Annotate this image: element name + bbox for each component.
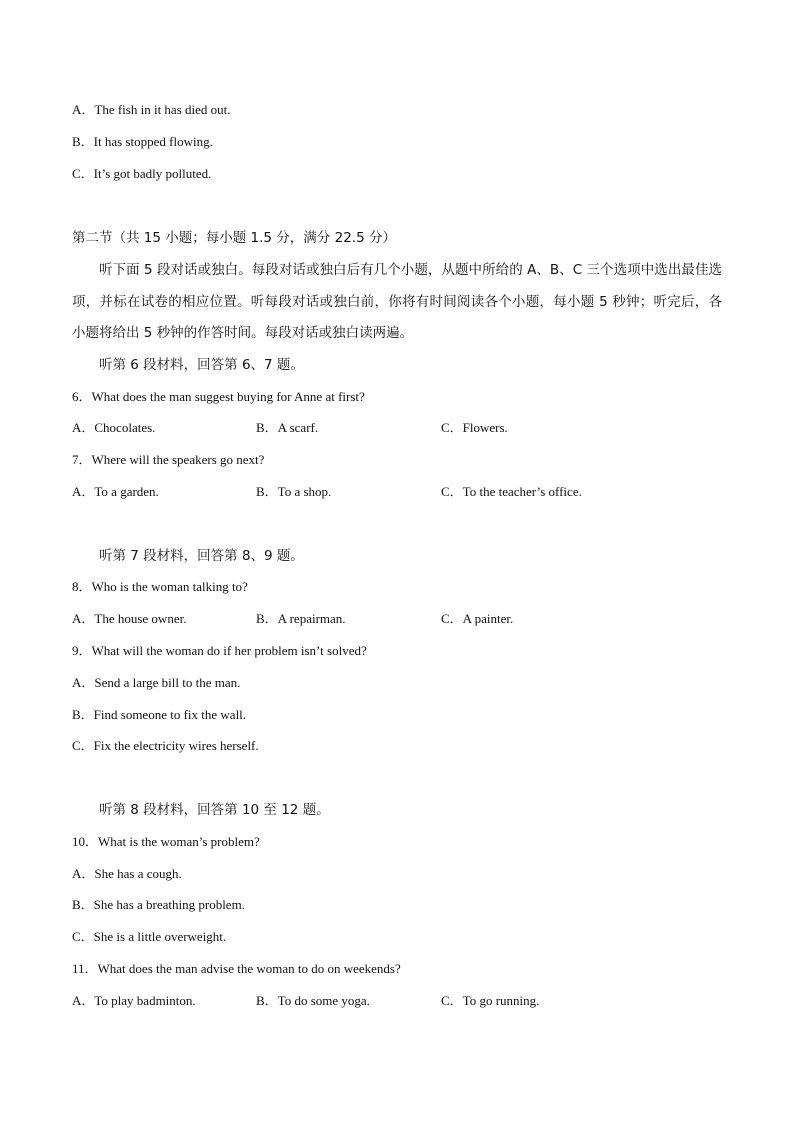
question-7-option-b: B．To a shop. bbox=[256, 484, 332, 499]
question-8-option-c: C．A painter. bbox=[441, 611, 514, 626]
question-8-stem: 8．Who is the woman talking to? bbox=[72, 579, 248, 594]
prev-option-b: B．It has stopped flowing. bbox=[72, 134, 213, 149]
question-8-option-a: A．The house owner. bbox=[72, 611, 187, 626]
question-7-option-c: C．To the teacher’s office. bbox=[441, 484, 582, 499]
question-11-stem: 11．What does the man advise the woman to do on weekends? bbox=[72, 961, 401, 976]
question-10-option-a: A．She has a cough. bbox=[72, 866, 182, 881]
question-11-option-b: B．To do some yoga. bbox=[256, 993, 370, 1008]
question-10-stem: 10．What is the woman’s problem? bbox=[72, 834, 260, 849]
question-10-option-c: C．She is a little overweight. bbox=[72, 929, 227, 944]
question-9-stem: 9．What will the woman do if her problem isn’t solved? bbox=[72, 643, 367, 658]
question-8-option-b: B．A repairman. bbox=[256, 611, 346, 626]
prev-option-a: A．The fish in it has died out. bbox=[72, 102, 231, 117]
question-9-option-c: C．Fix the electricity wires herself. bbox=[72, 738, 259, 753]
group-intro-6: 听第 6 段材料，回答第 6、7 题。 bbox=[99, 357, 304, 373]
question-6-option-a: A．Chocolates. bbox=[72, 420, 156, 435]
question-9-option-b: B．Find someone to fix the wall. bbox=[72, 707, 247, 722]
question-9-option-a: A．Send a large bill to the man. bbox=[72, 675, 241, 690]
question-11-option-c: C．To go running. bbox=[441, 993, 540, 1008]
question-6-stem: 6．What does the man suggest buying for Anne at first? bbox=[72, 389, 365, 404]
question-6-option-b: B．A scarf. bbox=[256, 420, 319, 435]
section-instructions: 听下面 5 段对话或独白。每段对话或独白后有几个小题，从题中所给的 A、B、C 三个选项中选出最佳选项，并标在试卷的相应位置。听每段对话或独白前，你将有时间阅读各个小题，每小题 5 秒钟；听完后，各小题将给出 5 秒钟的作答时间。每段对话或独白读两遍。 bbox=[72, 262, 722, 341]
question-11-option-a: A．To play badminton. bbox=[72, 993, 196, 1008]
section-title: 第二节（共 15 小题；每小题 1.5 分，满分 22.5 分） bbox=[72, 230, 396, 246]
question-7-stem: 7．Where will the speakers go next? bbox=[72, 452, 265, 467]
question-6-option-c: C．Flowers. bbox=[441, 420, 508, 435]
group-intro-8: 听第 8 段材料，回答第 10 至 12 题。 bbox=[99, 802, 330, 818]
group-intro-7: 听第 7 段材料，回答第 8、9 题。 bbox=[99, 548, 304, 564]
prev-option-c: C．It’s got badly polluted. bbox=[72, 166, 212, 181]
question-7-option-a: A．To a garden. bbox=[72, 484, 159, 499]
question-10-option-b: B．She has a breathing problem. bbox=[72, 897, 245, 912]
